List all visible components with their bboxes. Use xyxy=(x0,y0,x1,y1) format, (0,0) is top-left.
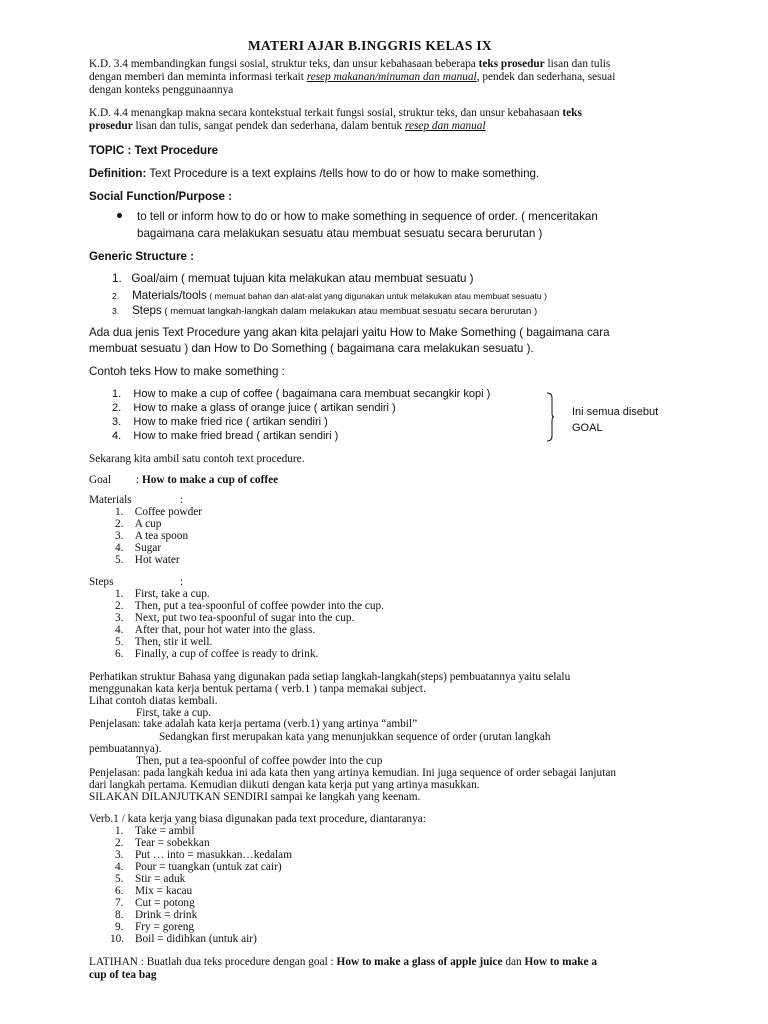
social-function-line2: bagaimana cara melakukan sesuatu atau membuat sesuatu secara berurutan ) xyxy=(137,227,543,240)
kd44-underlined: resep dan manual xyxy=(405,120,486,132)
generic-item-materials xyxy=(112,289,547,302)
example-num: 1. xyxy=(112,388,122,400)
verb-text: Take = ambil xyxy=(135,825,195,837)
example-text: How to make fried rice ( artikan sendiri ) xyxy=(133,416,328,428)
verb-text: Pour = tuangkan (untuk zat cair) xyxy=(135,861,282,873)
material-num: 3. xyxy=(115,530,124,542)
verb-text: Tear = sobekkan xyxy=(135,837,210,849)
kd34-bold: teks prosedur xyxy=(478,58,545,70)
generic-num: 2. xyxy=(112,291,120,301)
kd34-line2 xyxy=(89,71,615,84)
verb-text: Put … into = masukkan…kedalam xyxy=(135,849,292,861)
verb-num: 8. xyxy=(115,909,124,921)
verb-num: 4. xyxy=(115,861,124,873)
latihan-text: LATIHAN : Buatlah dua teks procedure dengan goal : xyxy=(89,956,337,968)
step-num: 2. xyxy=(115,600,124,612)
step-text: First, take a cup. xyxy=(134,588,210,600)
step-text: Then, put a tea-spoonful of coffee powder into the cup. xyxy=(134,600,384,612)
steps-colon: : xyxy=(180,576,184,588)
generic-item-goal xyxy=(112,272,474,286)
explanation-line: Lihat contoh diatas kembali. xyxy=(89,695,218,707)
kd34-line1 xyxy=(89,58,610,71)
topic-heading: TOPIC : Text Procedure xyxy=(89,144,219,157)
explanation-line: SILAKAN DILANJUTKAN SENDIRI sampai ke langkah yang keenam. xyxy=(89,791,421,803)
verb-text: Fry = goreng xyxy=(135,921,195,933)
kd44-line1 xyxy=(89,107,582,120)
example-step-2: Then, put a tea-spoonful of coffee powder into the cup xyxy=(136,755,383,767)
generic-desc: ( memuat bahan dan alat-alat yang digunakan untuk melakukan atau membuat sesuatu ) xyxy=(206,291,547,301)
curly-brace-icon xyxy=(546,392,554,442)
goal-note-line2: GOAL xyxy=(572,422,603,434)
verb-num: 9. xyxy=(115,921,124,933)
examples-heading: Contoh teks How to make something : xyxy=(89,365,285,378)
kd34-text2: dengan memberi dan meminta informasi terkait xyxy=(89,71,307,83)
verb-num: 5. xyxy=(115,873,124,885)
step-text: Finally, a cup of coffee is ready to drink. xyxy=(134,648,319,660)
explanation-line: Perhatikan struktur Bahasa yang digunakan pada setiap langkah-langkah(steps) pembuatannya yaitu selalu xyxy=(89,671,571,683)
verbs-heading: Verb.1 / kata kerja yang biasa digunakan pada text procedure, diantaranya: xyxy=(89,813,426,825)
generic-desc: ( memuat tujuan kita melakukan atau membuat sesuatu ) xyxy=(177,272,474,285)
verb-item xyxy=(110,933,257,946)
step-num: 6. xyxy=(115,648,124,660)
step-num: 4. xyxy=(115,624,124,636)
generic-num: 1. xyxy=(112,272,122,285)
latihan-goal-1: How to make a glass of apple juice xyxy=(336,956,503,968)
goal-colon: : xyxy=(136,474,140,486)
verb-text: Drink = drink xyxy=(135,909,198,921)
verb-text: Stir = aduk xyxy=(135,873,186,885)
explanation-line: menggunakan kata kerja bentuk pertama ( verb.1 ) tanpa memakai subject. xyxy=(89,683,426,695)
kd44-text: K.D. 4.4 menangkap makna secara kontekstual terkait fungsi sosial, struktur teks, dan unsur kebahasaan xyxy=(89,107,563,119)
latihan-line1 xyxy=(89,956,597,969)
kd44-line2 xyxy=(89,120,486,133)
kd44-text2: lisan dan tulis, sangat pendek dan sederhana, dalam bentuk xyxy=(132,120,406,132)
kd34-text-post: lisan dan tulis xyxy=(544,58,611,70)
verb-num: 6. xyxy=(115,885,124,897)
verb-num: 3. xyxy=(115,849,124,861)
example-item xyxy=(112,430,338,443)
explanation-line: pembuatannya). xyxy=(89,743,162,755)
step-text: Next, put two tea-spoonful of sugar into the cup. xyxy=(134,612,355,624)
material-text: A tea spoon xyxy=(134,530,189,542)
generic-desc: ( memuat langkah-langkah dalam melakukan atau membuat sesuatu secara berurutan ) xyxy=(161,306,538,317)
material-num: 5. xyxy=(115,554,124,566)
example-text: How to make a cup of coffee ( bagaimana cara membuat secangkir kopi ) xyxy=(133,388,491,400)
kd34-text2-post: , pendek dan sederhana, sesuai xyxy=(476,71,616,83)
kd34-underlined: resep makanan/minuman dan manual xyxy=(306,71,477,83)
example-num: 4. xyxy=(112,430,122,442)
steps-label: Steps xyxy=(89,576,114,588)
social-function-heading: Social Function/Purpose : xyxy=(89,190,233,203)
verb-text: Boil = didihkan (untuk air) xyxy=(135,933,257,945)
two-types-line2: membuat sesuatu ) dan How to Do Something ( bagaimana cara melakukan sesuatu ). xyxy=(89,342,534,355)
latihan-text-mid: dan xyxy=(502,956,525,968)
generic-label: Materials/tools xyxy=(132,289,207,302)
material-item xyxy=(115,554,180,567)
verb-num: 1. xyxy=(115,825,124,837)
explanation-line: dari langkah pertama. Kemudian diikuti dengan kata kerja put yang artinya masukkan. xyxy=(89,779,480,791)
definition-text: Text Procedure is a text explains /tells how to do or how to make something. xyxy=(146,167,540,180)
verb-num: 2. xyxy=(115,837,124,849)
kd44-bold2: prosedur xyxy=(89,120,133,132)
material-text: Hot water xyxy=(134,554,180,566)
verb-text: Mix = kacau xyxy=(135,885,193,897)
example-text: How to make fried bread ( artikan sendiri ) xyxy=(133,430,339,442)
explanation-penjelasan-1: Penjelasan: take adalah kata kerja pertama (verb.1) yang artinya “ambil” xyxy=(89,718,418,730)
latihan-line2: cup of tea bag xyxy=(89,969,157,981)
page-title: MATERI AJAR B.INGGRIS KELAS IX xyxy=(248,38,492,53)
definition-label: Definition: xyxy=(89,167,147,180)
generic-label: Steps xyxy=(132,304,162,317)
explanation-penjelasan-2: Penjelasan: pada langkah kedua ini ada kata then yang artinya kemudian. Ini juga sequence of order sebagai lanjutan xyxy=(89,767,616,779)
kd44-bold: teks xyxy=(562,107,582,119)
verb-text: Cut = potong xyxy=(135,897,195,909)
example-step-1: First, take a cup. xyxy=(136,707,211,719)
explanation-line: Sedangkan first merupakan kata yang menunjukkan sequence of order (urutan langkah xyxy=(159,731,551,743)
material-text: A cup xyxy=(134,518,162,530)
example-num: 3. xyxy=(112,416,122,428)
latihan-goal-2: How to make a xyxy=(524,956,597,968)
example-num: 2. xyxy=(112,402,122,414)
example-item xyxy=(112,388,490,401)
kd34-line3: dengan konteks penggunaannya xyxy=(89,84,234,96)
example-text: How to make a glass of orange juice ( artikan sendiri ) xyxy=(133,402,396,414)
goal-label: Goal xyxy=(89,474,111,486)
generic-structure-heading: Generic Structure : xyxy=(89,250,195,263)
step-text: After that, pour hot water into the glass. xyxy=(134,624,316,636)
generic-label: Goal/aim xyxy=(131,272,178,285)
material-text: Coffee powder xyxy=(134,506,203,518)
material-num: 1. xyxy=(115,506,124,518)
generic-item-steps xyxy=(112,304,537,317)
example-item xyxy=(112,402,396,415)
step-text: Then, stir it well. xyxy=(134,636,213,648)
step-num: 3. xyxy=(115,612,124,624)
generic-num: 3. xyxy=(112,306,120,316)
material-text: Sugar xyxy=(134,542,162,554)
step-num: 5. xyxy=(115,636,124,648)
verb-num: 7. xyxy=(115,897,124,909)
goal-note-line1: Ini semua disebut xyxy=(572,406,659,418)
step-num: 1. xyxy=(115,588,124,600)
step-item xyxy=(115,648,318,661)
materials-colon: : xyxy=(180,494,184,506)
material-num: 4. xyxy=(115,542,124,554)
materials-label: Materials xyxy=(89,494,132,506)
goal-text: How to make a cup of coffee xyxy=(141,474,279,486)
social-function-line1: to tell or inform how to do or how to make something in sequence of order. ( menceritakan xyxy=(137,210,598,223)
definition xyxy=(89,167,539,181)
kd34-text: K.D. 3.4 membandingkan fungsi sosial, struktur teks, dan unsur kebahasaan beberapa xyxy=(89,58,479,70)
two-types-line1: Ada dua jenis Text Procedure yang akan kita pelajari yaitu How to Make Something ( bagaimana cara xyxy=(89,326,610,339)
verb-num: 10. xyxy=(110,933,125,945)
example-item xyxy=(112,416,328,429)
goal-line xyxy=(136,474,278,487)
material-num: 2. xyxy=(115,518,124,530)
bullet-icon xyxy=(117,213,122,218)
example-intro: Sekarang kita ambil satu contoh text procedure. xyxy=(89,453,305,465)
